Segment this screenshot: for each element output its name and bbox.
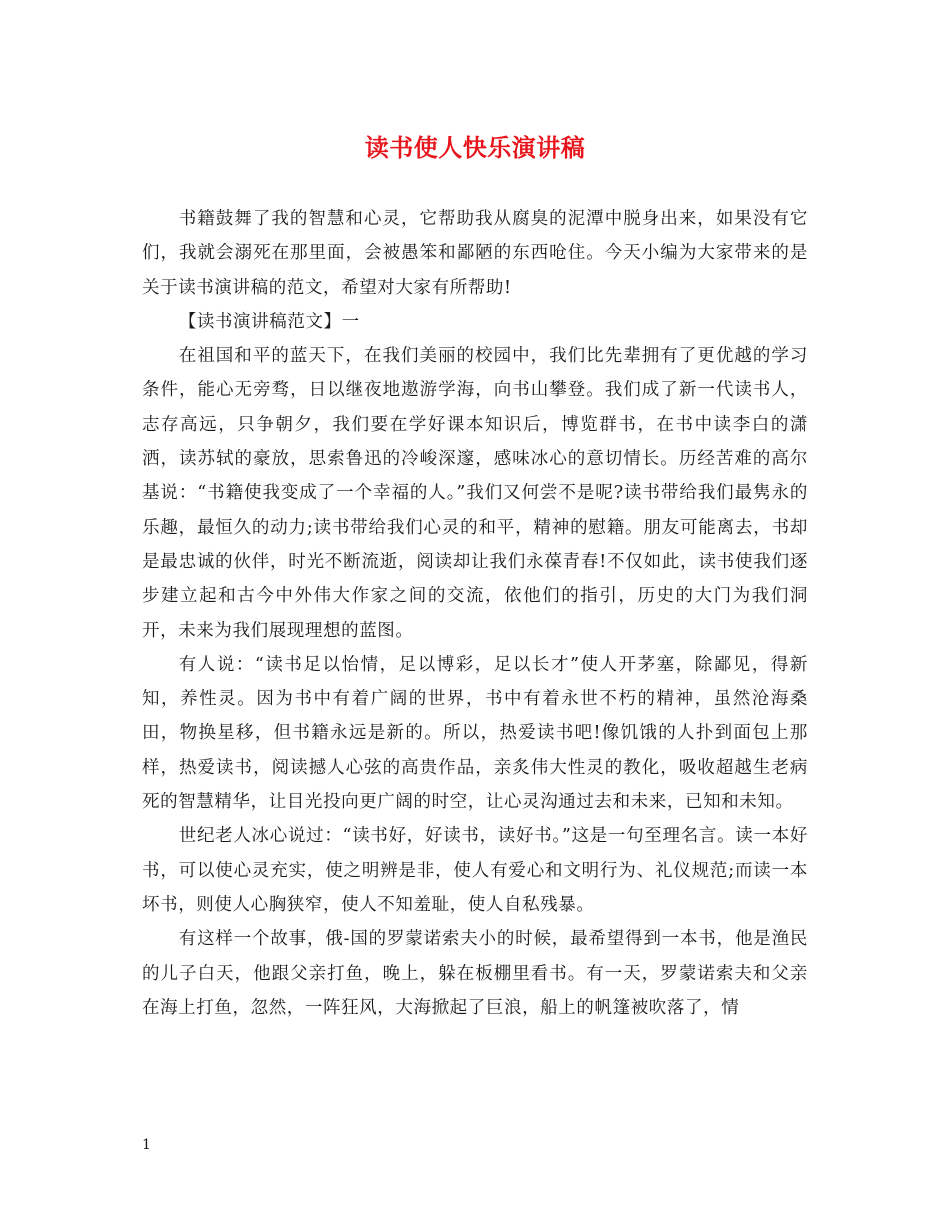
document-body	[142, 202, 808, 1025]
page-number: 1	[142, 1137, 151, 1153]
paragraph-intro: 书籍鼓舞了我的智慧和心灵，它帮助我从腐臭的泥潭中脱身出来，如果没有它们，我就会溺死在那里面，会被愚笨和鄙陋的东西呛住。今天小编为大家带来的是关于读书演讲稿的范文，希望对大家有所帮助!	[142, 209, 808, 298]
section-heading: 【读书演讲稿范文】一	[178, 311, 360, 332]
paragraph-4: 有这样一个故事，俄-国的罗蒙诺索夫小的时候，最希望得到一本书，他是渔民的儿子白天，他跟父亲打鱼，晚上，躲在板棚里看书。有一天，罗蒙诺索夫和父亲在海上打鱼，忽然，一阵狂风，大海掀起了巨浪，船上的帆篷被吹落了，情	[142, 929, 808, 1018]
paragraph-1: 在祖国和平的蓝天下，在我们美丽的校园中，我们比先辈拥有了更优越的学习条件，能心无旁骛，日以继夜地遨游学海，向书山攀登。我们成了新一代读书人，志存高远，只争朝夕，我们要在学好课本知识后，博览群书，在书中读李白的潇洒，读苏轼的豪放，思索鲁迅的冷峻深邃，感味冰心的意切情长。历经苦难的高尔基说：“书籍使我变成了一个幸福的人。”我们又何尝不是呢?读书带给我们最隽永的乐趣，最恒久的动力;读书带给我们心灵的和平，精神的慰籍。朋友可能离去，书却是最忠诚的伙伴，时光不断流逝，阅读却让我们永葆青春!不仅如此，读书使我们逐步建立起和古今中外伟大作家之间的交流，依他们的指引，历史的大门为我们洞开，未来为我们展现理想的蓝图。	[142, 346, 808, 641]
paragraph-3: 世纪老人冰心说过：“读书好，好读书，读好书。”这是一句至理名言。读一本好书，可以使心灵充实，使之明辨是非，使人有爱心和文明行为、礼仪规范;而读一本坏书，则使人心胸狭窄，使人不知羞耻，使人自私残暴。	[142, 826, 808, 915]
paragraph-2: 有人说：“读书足以怡情，足以博彩，足以长才”使人开茅塞，除鄙见，得新知，养性灵。因为书中有着广阔的世界，书中有着永世不朽的精神，虽然沧海桑田，物换星移，但书籍永远是新的。所以，热爱读书吧!像饥饿的人扑到面包上那样，热爱读书，阅读撼人心弦的高贵作品，亲炙伟大性灵的教化，吸收超越生老病死的智慧精华，让目光投向更广阔的时空，让心灵沟通过去和未来，已知和未知。	[142, 654, 808, 813]
document-title: 读书使人快乐演讲稿	[364, 133, 586, 162]
